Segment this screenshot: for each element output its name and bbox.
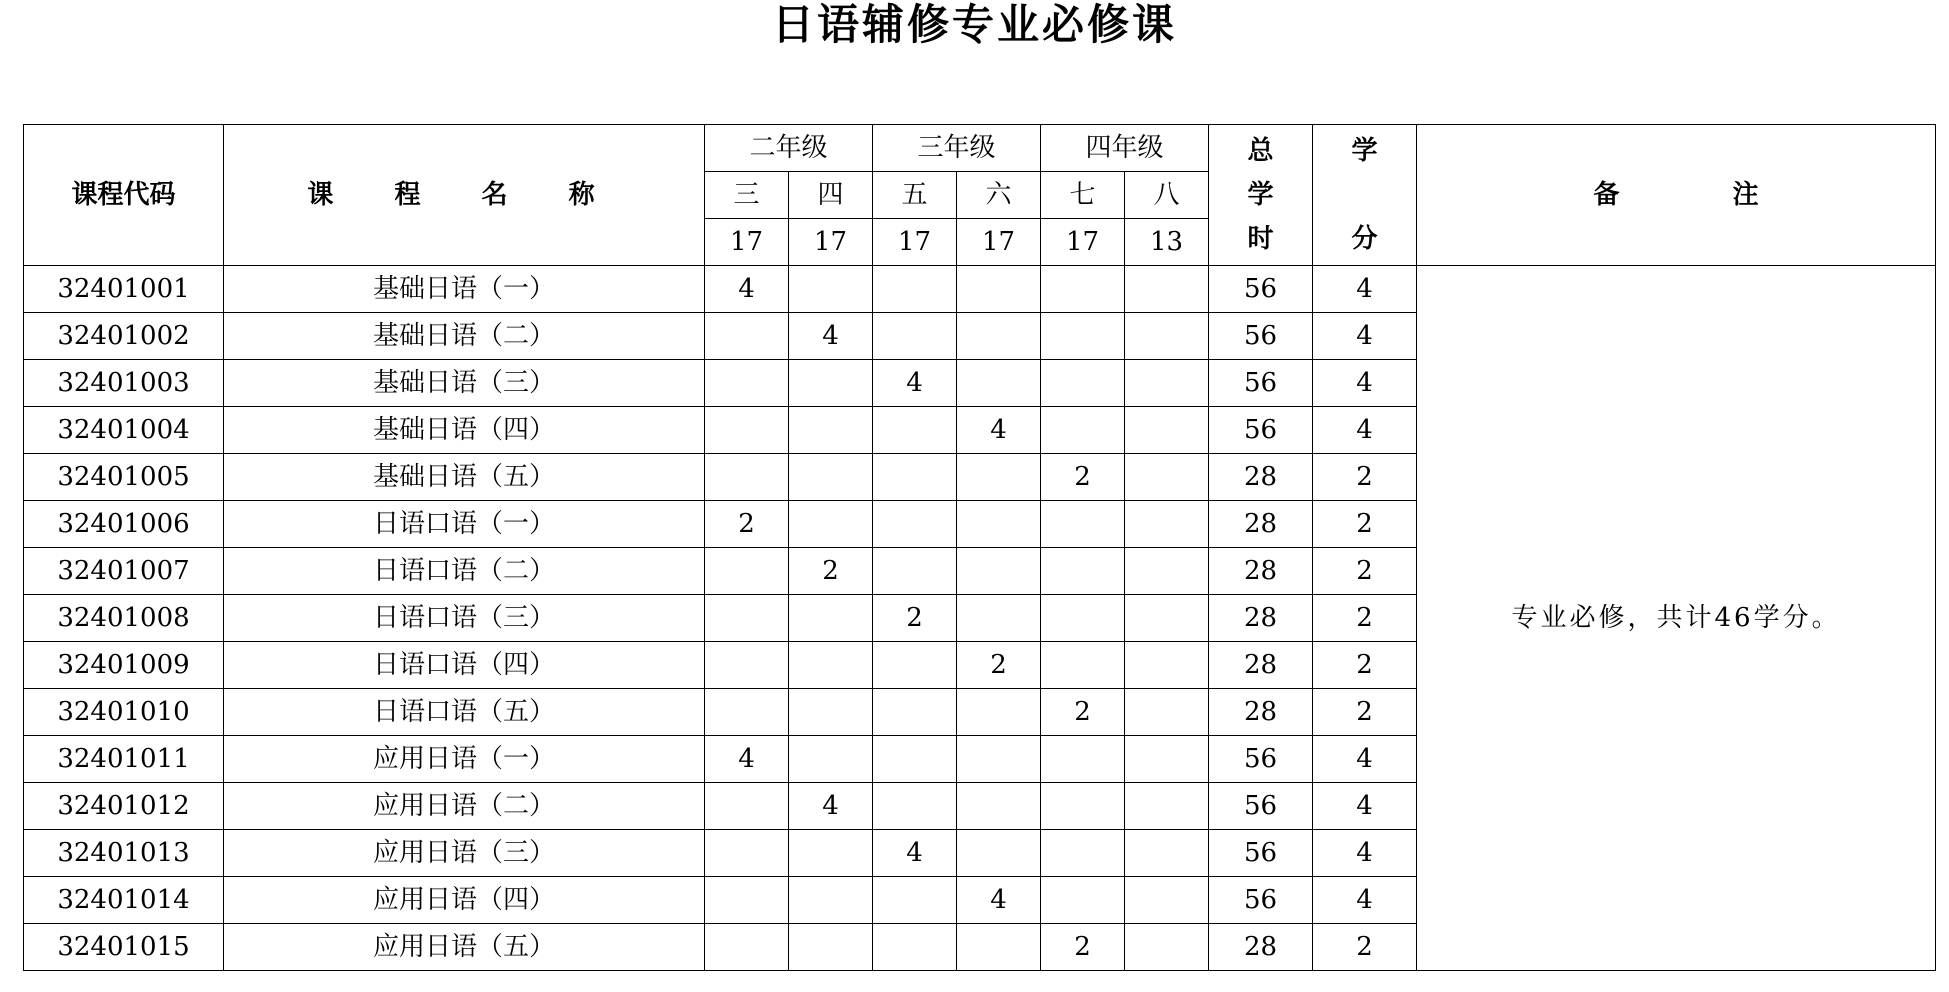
empty-term-cell xyxy=(957,266,1041,313)
empty-term-cell xyxy=(705,548,789,595)
empty-term-cell xyxy=(705,313,789,360)
empty-term-cell xyxy=(1041,548,1125,595)
empty-term-cell xyxy=(957,689,1041,736)
credits-cell: 2 xyxy=(1313,924,1417,971)
empty-term-cell xyxy=(873,783,957,830)
empty-term-cell xyxy=(1125,877,1209,924)
header-term-4: 四 xyxy=(789,172,873,219)
credits-cell: 4 xyxy=(1313,313,1417,360)
empty-term-cell xyxy=(957,548,1041,595)
credits-cell: 2 xyxy=(1313,642,1417,689)
header-credits-char-2: 分 xyxy=(1351,224,1378,254)
total-hours-cell: 28 xyxy=(1209,642,1313,689)
course-code-cell: 32401005 xyxy=(24,454,224,501)
empty-term-cell xyxy=(705,689,789,736)
weekly-hours-cell: 2 xyxy=(705,501,789,548)
header-weeks-term-5: 17 xyxy=(873,219,957,266)
course-name-cell: 日语口语（二） xyxy=(224,548,705,595)
empty-term-cell xyxy=(1041,736,1125,783)
header-term-7: 七 xyxy=(1041,172,1125,219)
empty-term-cell xyxy=(789,454,873,501)
empty-term-cell xyxy=(957,830,1041,877)
course-name-cell: 日语口语（四） xyxy=(224,642,705,689)
credits-cell: 2 xyxy=(1313,454,1417,501)
header-total-hours-char-1: 总 xyxy=(1247,136,1274,166)
total-hours-cell: 28 xyxy=(1209,454,1313,501)
course-name-cell: 应用日语（五） xyxy=(224,924,705,971)
total-hours-cell: 28 xyxy=(1209,924,1313,971)
weekly-hours-cell: 4 xyxy=(705,736,789,783)
empty-term-cell xyxy=(957,501,1041,548)
empty-term-cell xyxy=(789,736,873,783)
empty-term-cell xyxy=(1041,877,1125,924)
empty-term-cell xyxy=(1125,313,1209,360)
credits-cell: 4 xyxy=(1313,736,1417,783)
empty-term-cell xyxy=(1041,407,1125,454)
empty-term-cell xyxy=(789,642,873,689)
course-code-cell: 32401012 xyxy=(24,783,224,830)
total-hours-cell: 56 xyxy=(1209,313,1313,360)
total-hours-cell: 28 xyxy=(1209,548,1313,595)
header-credits-char-1: 学 xyxy=(1351,136,1378,166)
credits-cell: 2 xyxy=(1313,595,1417,642)
header-course-code: 课程代码 xyxy=(24,125,224,266)
empty-term-cell xyxy=(705,783,789,830)
header-term-8: 八 xyxy=(1125,172,1209,219)
header-notes xyxy=(1417,125,1936,266)
empty-term-cell xyxy=(873,736,957,783)
total-hours-cell: 56 xyxy=(1209,736,1313,783)
weekly-hours-cell: 2 xyxy=(1041,689,1125,736)
empty-term-cell xyxy=(873,877,957,924)
header-row-grades xyxy=(24,125,1936,172)
header-term-6: 六 xyxy=(957,172,1041,219)
empty-term-cell xyxy=(1041,783,1125,830)
total-hours-cell: 28 xyxy=(1209,595,1313,642)
weekly-hours-cell: 2 xyxy=(1041,924,1125,971)
empty-term-cell xyxy=(1041,501,1125,548)
empty-term-cell xyxy=(789,407,873,454)
empty-term-cell xyxy=(1125,454,1209,501)
course-name-cell: 基础日语（五） xyxy=(224,454,705,501)
weekly-hours-cell: 4 xyxy=(873,830,957,877)
course-name-cell: 基础日语（一） xyxy=(224,266,705,313)
header-weeks-term-3: 17 xyxy=(705,219,789,266)
weekly-hours-cell: 2 xyxy=(789,548,873,595)
empty-term-cell xyxy=(789,360,873,407)
course-code-cell: 32401002 xyxy=(24,313,224,360)
course-name-cell: 应用日语（二） xyxy=(224,783,705,830)
empty-term-cell xyxy=(873,924,957,971)
course-code-cell: 32401003 xyxy=(24,360,224,407)
table-row xyxy=(24,266,1936,313)
empty-term-cell xyxy=(1125,783,1209,830)
course-code-cell: 32401001 xyxy=(24,266,224,313)
empty-term-cell xyxy=(1125,501,1209,548)
credits-cell: 4 xyxy=(1313,266,1417,313)
course-code-cell: 32401015 xyxy=(24,924,224,971)
credits-cell: 4 xyxy=(1313,407,1417,454)
empty-term-cell xyxy=(1041,360,1125,407)
header-notes-char-1: 备 xyxy=(1593,180,1620,210)
header-grade-2: 二年级 xyxy=(705,125,873,172)
empty-term-cell xyxy=(873,642,957,689)
empty-term-cell xyxy=(957,595,1041,642)
header-term-5: 五 xyxy=(873,172,957,219)
empty-term-cell xyxy=(789,266,873,313)
credits-cell: 4 xyxy=(1313,783,1417,830)
empty-term-cell xyxy=(957,454,1041,501)
course-code-cell: 32401004 xyxy=(24,407,224,454)
course-name-cell: 应用日语（一） xyxy=(224,736,705,783)
empty-term-cell xyxy=(873,689,957,736)
credits-cell: 4 xyxy=(1313,877,1417,924)
course-name-cell: 基础日语（四） xyxy=(224,407,705,454)
empty-term-cell xyxy=(1041,266,1125,313)
course-name-cell: 基础日语（三） xyxy=(224,360,705,407)
empty-term-cell xyxy=(1041,313,1125,360)
weekly-hours-cell: 2 xyxy=(873,595,957,642)
empty-term-cell xyxy=(957,313,1041,360)
empty-term-cell xyxy=(1125,924,1209,971)
empty-term-cell xyxy=(957,783,1041,830)
header-notes-char-2: 注 xyxy=(1732,180,1759,210)
header-credits xyxy=(1313,125,1417,266)
header-total-hours-char-2: 学 xyxy=(1247,180,1274,210)
course-code-cell: 32401007 xyxy=(24,548,224,595)
weekly-hours-cell: 2 xyxy=(957,642,1041,689)
course-name-cell: 应用日语（三） xyxy=(224,830,705,877)
empty-term-cell xyxy=(1125,830,1209,877)
weekly-hours-cell: 4 xyxy=(957,407,1041,454)
weekly-hours-cell: 4 xyxy=(873,360,957,407)
total-hours-cell: 56 xyxy=(1209,783,1313,830)
total-hours-cell: 28 xyxy=(1209,501,1313,548)
header-course-name: 课 程 名 称 xyxy=(224,125,705,266)
empty-term-cell xyxy=(957,360,1041,407)
course-table xyxy=(23,124,1936,971)
empty-term-cell xyxy=(873,454,957,501)
header-total-hours-char-3: 时 xyxy=(1247,224,1274,254)
header-total-hours xyxy=(1209,125,1313,266)
total-hours-cell: 56 xyxy=(1209,266,1313,313)
empty-term-cell xyxy=(1041,642,1125,689)
empty-term-cell xyxy=(873,548,957,595)
empty-term-cell xyxy=(789,924,873,971)
course-name-cell: 日语口语（三） xyxy=(224,595,705,642)
empty-term-cell xyxy=(873,313,957,360)
credits-cell: 4 xyxy=(1313,360,1417,407)
weekly-hours-cell: 4 xyxy=(957,877,1041,924)
total-hours-cell: 56 xyxy=(1209,407,1313,454)
empty-term-cell xyxy=(789,595,873,642)
header-weeks-term-8: 13 xyxy=(1125,219,1209,266)
empty-term-cell xyxy=(873,501,957,548)
course-name-cell: 应用日语（四） xyxy=(224,877,705,924)
empty-term-cell xyxy=(705,454,789,501)
empty-term-cell xyxy=(789,877,873,924)
empty-term-cell xyxy=(705,830,789,877)
total-hours-cell: 28 xyxy=(1209,689,1313,736)
total-hours-cell: 56 xyxy=(1209,830,1313,877)
course-name-cell: 基础日语（二） xyxy=(224,313,705,360)
credits-cell: 2 xyxy=(1313,689,1417,736)
empty-term-cell xyxy=(789,830,873,877)
empty-term-cell xyxy=(705,877,789,924)
weekly-hours-cell: 4 xyxy=(789,313,873,360)
empty-term-cell xyxy=(1125,642,1209,689)
remark-cell: 专业必修，共计46学分。 xyxy=(1417,266,1936,971)
empty-term-cell xyxy=(705,360,789,407)
course-code-cell: 32401014 xyxy=(24,877,224,924)
credits-cell: 4 xyxy=(1313,830,1417,877)
empty-term-cell xyxy=(1125,407,1209,454)
header-weeks-term-4: 17 xyxy=(789,219,873,266)
course-name-cell: 日语口语（五） xyxy=(224,689,705,736)
header-weeks-term-7: 17 xyxy=(1041,219,1125,266)
header-weeks-term-6: 17 xyxy=(957,219,1041,266)
credits-cell: 2 xyxy=(1313,501,1417,548)
course-name-cell: 日语口语（一） xyxy=(224,501,705,548)
course-code-cell: 32401009 xyxy=(24,642,224,689)
empty-term-cell xyxy=(957,924,1041,971)
header-term-3: 三 xyxy=(705,172,789,219)
empty-term-cell xyxy=(1041,595,1125,642)
empty-term-cell xyxy=(705,595,789,642)
empty-term-cell xyxy=(873,407,957,454)
empty-term-cell xyxy=(1041,830,1125,877)
empty-term-cell xyxy=(705,924,789,971)
empty-term-cell xyxy=(1125,360,1209,407)
weekly-hours-cell: 2 xyxy=(1041,454,1125,501)
total-hours-cell: 56 xyxy=(1209,360,1313,407)
empty-term-cell xyxy=(705,642,789,689)
empty-term-cell xyxy=(1125,689,1209,736)
empty-term-cell xyxy=(1125,266,1209,313)
header-grade-4: 四年级 xyxy=(1041,125,1209,172)
empty-term-cell xyxy=(957,736,1041,783)
total-hours-cell: 56 xyxy=(1209,877,1313,924)
empty-term-cell xyxy=(789,501,873,548)
course-code-cell: 32401006 xyxy=(24,501,224,548)
empty-term-cell xyxy=(1125,595,1209,642)
empty-term-cell xyxy=(1125,736,1209,783)
credits-cell: 2 xyxy=(1313,548,1417,595)
course-code-cell: 32401010 xyxy=(24,689,224,736)
weekly-hours-cell: 4 xyxy=(789,783,873,830)
empty-term-cell xyxy=(1125,548,1209,595)
page-title: 日语辅修专业必修课 xyxy=(771,0,1177,49)
empty-term-cell xyxy=(705,407,789,454)
empty-term-cell xyxy=(789,689,873,736)
header-grade-3: 三年级 xyxy=(873,125,1041,172)
weekly-hours-cell: 4 xyxy=(705,266,789,313)
course-code-cell: 32401011 xyxy=(24,736,224,783)
course-code-cell: 32401013 xyxy=(24,830,224,877)
course-code-cell: 32401008 xyxy=(24,595,224,642)
empty-term-cell xyxy=(873,266,957,313)
